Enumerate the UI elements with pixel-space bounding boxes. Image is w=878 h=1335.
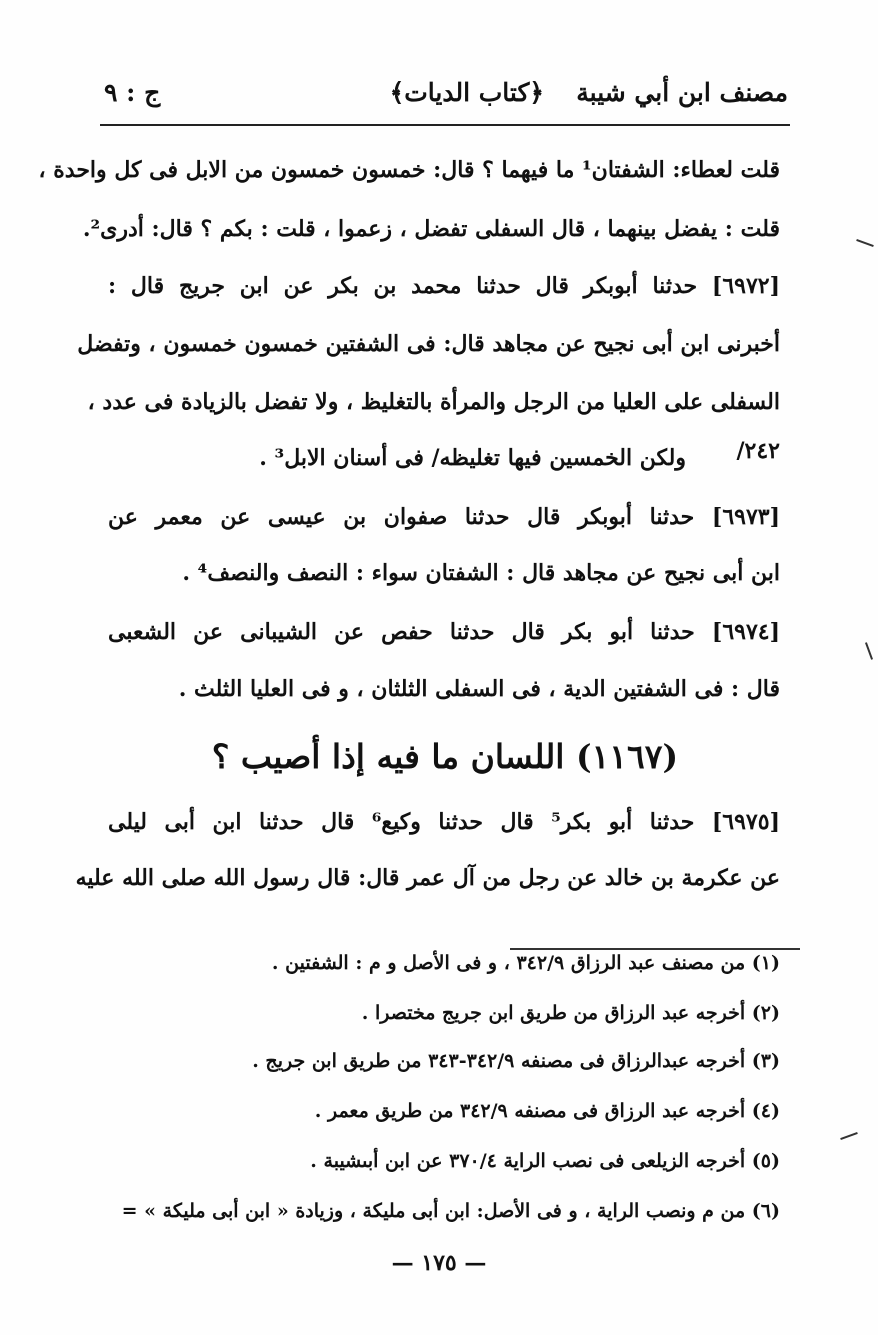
text-line: ولكن الخمسين فيها تغليظه/ فى أسنان الابل³ . [259,445,686,471]
text-line: السفلى على العليا من الرجل والمرأة بالتغليظ ، ولا تفضل بالزيادة فى عدد ، [87,389,780,415]
footnote: (٢) أخرجه عبد الرزاق من طريق ابن جريج مختصرا . [361,1002,780,1024]
scan-mark [856,239,874,247]
footnote: (١) من مصنف عبد الرزاق ٣٤٢/٩ ، و فى الأصل و م : الشفتين . [271,952,780,974]
running-header [100,78,790,118]
page-number: — ١٧٥ — [391,1250,487,1276]
scan-mark [840,1132,858,1140]
text-line: [٦٩٧٥] حدثنا أبو بكر⁵ قال حدثنا وكيع⁶ قال حدثنا ابن أبى ليلى [108,809,780,835]
footnote: (٥) أخرجه الزيلعى فى نصب الراية ٣٧٠/٤ عن ابن أبىشيبة . [310,1150,780,1172]
footnote: (٣) أخرجه عبدالرزاق فى مصنفه ٣٤٢/٩-٣٤٣ من طريق ابن جريج . [252,1050,780,1072]
header-chapter-title: ﴿كتاب الديات﴾ [389,78,544,107]
text-line: [٦٩٧٤] حدثنا أبو بكر قال حدثنا حفص عن الشيبانى عن الشعبى [108,619,780,645]
section-heading: (١١٦٧) اللسان ما فيه إذا أصيب ؟ [211,737,679,776]
text-line: قال : فى الشفتين الدية ، فى السفلى الثلثان ، و فى العليا الثلث . [178,676,780,702]
scan-mark [865,642,873,660]
margin-page-marker: ٢٤٢/ [736,438,780,464]
text-line: [٦٩٧٣] حدثنا أبوبكر قال حدثنا صفوان بن عيسى عن معمر عن [108,504,780,530]
text-line: قلت لعطاء: الشفتان¹ ما فيهما ؟ قال: خمسون خمسون من الابل فى كل واحدة ، [38,157,780,183]
header-book-title: مصنف ابن أبي شيبة [576,78,788,107]
footnote: (٤) أخرجه عبد الرزاق فى مصنفه ٣٤٢/٩ من طريق معمر . [314,1100,780,1122]
text-line: قلت : يفضل بينهما ، قال السفلى تفضل ، زعموا ، قلت : بكم ؟ قال: أدرى². [82,216,780,242]
text-line: [٦٩٧٢] حدثنا أبوبكر قال حدثنا محمد بن بكر عن ابن جريج قال : [108,273,780,299]
text-line: أخبرنى ابن أبى نجيح عن مجاهد قال: فى الشفتين خمسون خمسون ، وتفضل [77,331,780,357]
footnote: (٦) من م ونصب الراية ، و فى الأصل: ابن أبى مليكة ، وزيادة « ابن أبى مليكة » = [121,1200,780,1222]
text-line: ابن أبى نجيح عن مجاهد قال : الشفتان سواء : النصف والنصف⁴ . [182,560,780,586]
header-rule [100,124,790,126]
text-line: عن عكرمة بن خالد عن رجل من آل عمر قال: قال رسول الله صلى الله عليه [75,865,780,891]
header-volume: ج : ٩ [104,78,161,107]
